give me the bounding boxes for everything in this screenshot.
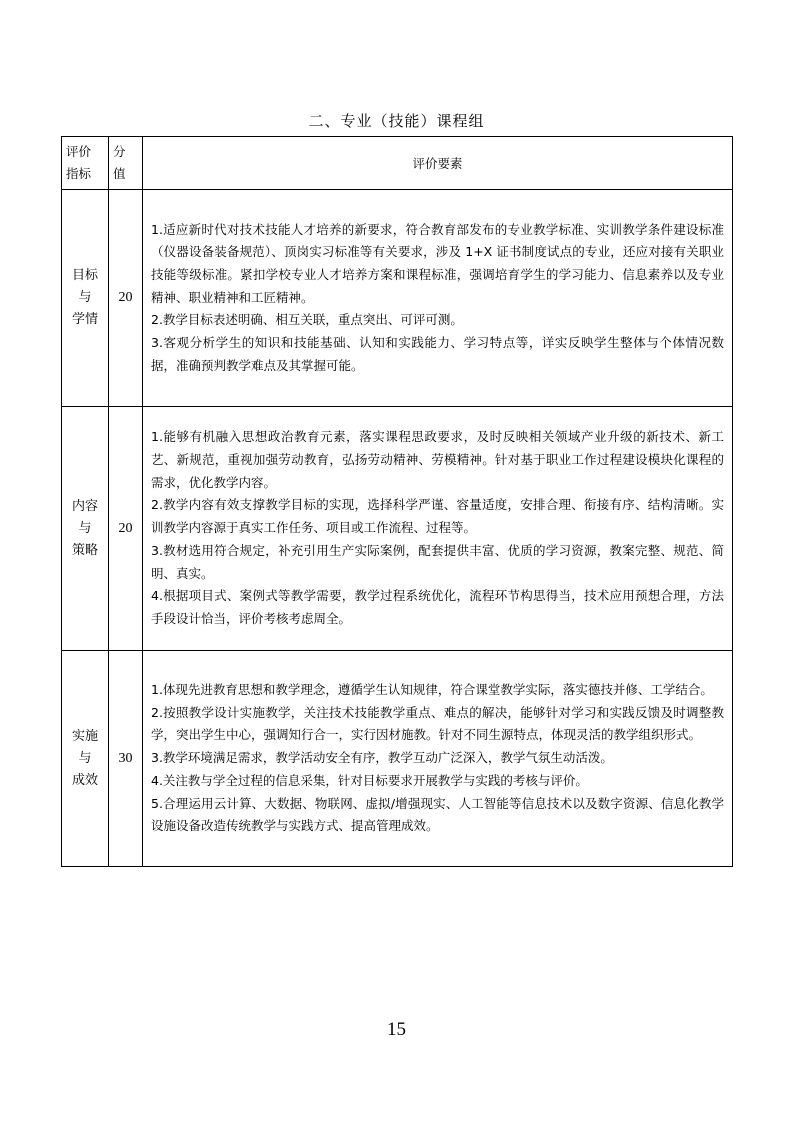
element-item: 4.根据项目式、案例式等教学需要，教学过程系统优化，流程环节构思得当，技术应用预想合理，方法手段设计恰当，评价考核考虑周全。 (151, 588, 724, 626)
header-indicator (62, 137, 109, 190)
indicator-line: 成效 (71, 772, 98, 788)
indicator-line: 与 (78, 750, 92, 766)
page-number: 15 (387, 1019, 406, 1040)
header-score-line: 值 (113, 166, 126, 181)
element-item: 1.能够有机融入思想政治教育元素，落实课程思政要求，及时反映相关领域产业升级的新技术、新工艺、新规范，重视加强劳动教育，弘扬劳动精神、劳模精神。针对基于职业工作过程建设模块化课程的需求，优化教学内容。 (151, 429, 724, 490)
indicator-line: 策略 (71, 542, 98, 558)
row-elements (143, 190, 733, 407)
section-title: 二、专业（技能）课程组 (308, 112, 485, 130)
indicator-line: 内容 (71, 498, 98, 514)
evaluation-table (61, 136, 733, 867)
row-elements (143, 651, 733, 867)
element-item: 2.按照教学设计实施教学，关注技术技能教学重点、难点的解决，能够针对学习和实践反馈及时调整教学，突出学生中心，强调知行合一，实行因材施教。针对不同生源特点，体现灵活的教学组织形式。 (151, 704, 724, 743)
indicator-line: 与 (78, 520, 92, 536)
header-score-line: 分 (113, 144, 126, 159)
element-item: 3.客观分析学生的知识和技能基础、认知和实践能力、学习特点等，详实反映学生整体与个体情况数据，准确预判教学难点及其掌握可能。 (151, 335, 724, 373)
element-item: 4.关注教与学全过程的信息采集，针对目标要求开展教学与实践的考核与评价。 (151, 772, 588, 788)
header-elements: 评价要素 (143, 137, 733, 190)
row-elements (143, 407, 733, 651)
indicator-line: 实施 (71, 728, 98, 744)
row-score: 20 (109, 190, 143, 407)
element-item: 1.适应新时代对技术技能人才培养的新要求，符合教育部发布的专业教学标准、实训教学条件建设标准（仪器设备装备规范）、顶岗实习标准等有关要求，涉及 1+X 证书制度试点的专业，还应对接有关职业技能等级标准。紧扣学校专业人才培养方案和课程标准，强调培育学生的学习能力、信息素养以及专业精神、职业精神和工匠精神。 (151, 221, 724, 305)
header-score (109, 137, 143, 190)
table-row (62, 407, 733, 651)
table-row (62, 651, 733, 867)
element-item: 3.教学环境满足需求，教学活动安全有序，教学互动广泛深入，教学气氛生动活泼。 (151, 750, 613, 766)
element-item: 2.教学内容有效支撑教学目标的实现，选择科学严谨、容量适度，安排合理、衔接有序、结构清晰。实训教学内容源于真实工作任务、项目或工作流程、过程等。 (151, 497, 724, 536)
table-row (62, 190, 733, 407)
indicator-line: 目标 (71, 268, 98, 283)
element-item: 5.合理运用云计算、大数据、物联网、虚拟/增强现实、人工智能等信息技术以及数字资源、信息化教学设施设备改造传统教学与实践方式、提高管理成效。 (151, 795, 724, 834)
row-score: 30 (109, 651, 143, 867)
indicator-line: 学情 (71, 312, 98, 327)
row-indicator (62, 190, 109, 407)
header-indicator-line: 评价 (66, 144, 92, 159)
row-indicator (62, 407, 109, 651)
header-indicator-line: 指标 (66, 166, 92, 181)
row-score: 20 (109, 407, 143, 651)
element-item: 2.教学目标表述明确、相互关联，重点突出、可评可测。 (151, 312, 463, 328)
row-indicator (62, 651, 109, 867)
element-item: 3.教材选用符合规定，补充引用生产实际案例，配套提供丰富、优质的学习资源，教案完整、规范、简明、真实。 (151, 542, 724, 581)
table-header-row (62, 137, 733, 190)
element-item: 1.体现先进教育思想和教学理念，遵循学生认知规律，符合课堂教学实际，落实德技并修、工学结合。 (151, 682, 713, 698)
indicator-line: 与 (78, 290, 92, 305)
